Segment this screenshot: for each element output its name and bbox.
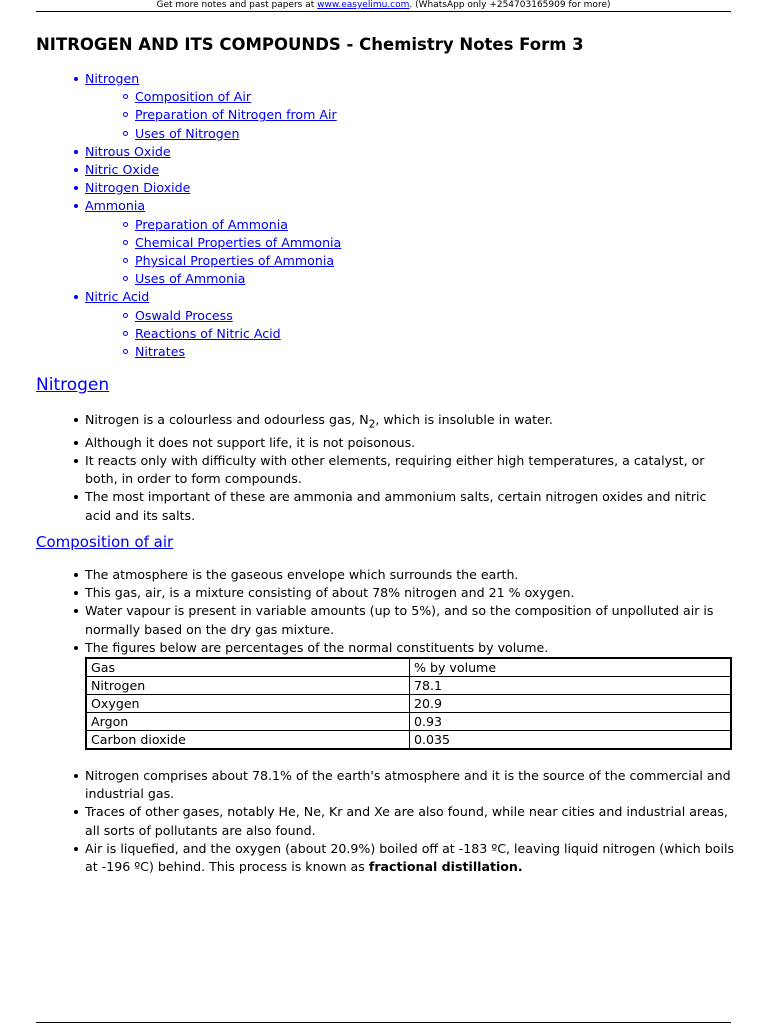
toc-link-preparation-of-nitrogen[interactable]: Preparation of Nitrogen from Air xyxy=(135,107,337,123)
toc-link-composition-of-air[interactable]: Composition of Air xyxy=(135,89,252,105)
toc-item xyxy=(135,216,341,234)
toc-link-nitrous-oxide[interactable]: Nitrous Oxide xyxy=(85,143,171,159)
list-item: The atmosphere is the gaseous envelope which surrounds the earth. xyxy=(85,566,735,584)
toc-link-physical-properties-of-ammonia[interactable]: Physical Properties of Ammonia xyxy=(135,253,335,269)
toc-link-nitrogen[interactable]: Nitrogen xyxy=(85,71,140,86)
toc-link-reactions-of-nitric-acid[interactable]: Reactions of Nitric Acid xyxy=(135,325,281,341)
post-table-bullet-list xyxy=(85,767,735,876)
toc-sublist xyxy=(85,216,341,289)
toc-link-ammonia[interactable]: Ammonia xyxy=(85,198,146,214)
nitrogen-heading-link[interactable]: Nitrogen xyxy=(36,375,110,395)
table-cell: Gas xyxy=(86,658,410,677)
gas-composition-table xyxy=(85,657,732,750)
table-cell: 0.035 xyxy=(410,731,732,750)
toc-link-uses-of-nitrogen[interactable]: Uses of Nitrogen xyxy=(135,125,240,141)
toc-item xyxy=(135,343,341,361)
website-link[interactable]: www.easyelimu.com xyxy=(317,0,410,10)
composition-bullet-list xyxy=(85,566,735,657)
footer-divider xyxy=(36,1022,731,1023)
bullet-text: Nitrogen is a colourless and odourless gas, N xyxy=(85,412,369,427)
header-banner xyxy=(36,0,731,12)
table-row xyxy=(86,677,731,695)
toc-link-uses-of-ammonia[interactable]: Uses of Ammonia xyxy=(135,271,246,287)
list-item: Traces of other gases, notably He, Ne, Kr and Xe are also found, while near cities and industrial areas, all sorts of pollutants are also found. xyxy=(85,803,735,839)
bullet-text: Air is liquefied, and the oxygen (about 20.9%) boiled off at -183 ºC, leaving liquid nitrogen (which boils at -196 ºC) behind. This process is known as xyxy=(85,840,735,875)
toc-item xyxy=(85,179,341,197)
table-cell: Oxygen xyxy=(86,695,410,713)
bold-term: fractional distillation. xyxy=(368,859,523,875)
table-cell: Carbon dioxide xyxy=(86,731,410,750)
toc-item xyxy=(85,161,341,179)
toc-link-nitric-oxide[interactable]: Nitric Oxide xyxy=(85,162,160,178)
bullet-text: , which is insoluble in water. xyxy=(375,412,553,427)
toc-item xyxy=(135,325,341,343)
toc-sublist xyxy=(85,307,341,362)
toc-link-nitric-acid[interactable]: Nitric Acid xyxy=(85,289,150,305)
toc-item xyxy=(135,307,341,325)
toc-item xyxy=(85,70,341,143)
table-cell: 78.1 xyxy=(410,677,732,695)
toc-item xyxy=(135,125,341,143)
nitrogen-heading xyxy=(36,374,109,396)
composition-heading xyxy=(36,532,173,552)
list-item: This gas, air, is a mixture consisting of about 78% nitrogen and 21 % oxygen. xyxy=(85,584,735,602)
list-item: The most important of these are ammonia and ammonium salts, certain nitrogen oxides and nitric acid and its salts. xyxy=(85,488,735,524)
table-of-contents xyxy=(85,70,341,361)
toc-link-nitrates[interactable]: Nitrates xyxy=(135,344,185,360)
table-cell: % by volume xyxy=(410,658,732,677)
table-header-row xyxy=(86,658,731,677)
subscript-text: 2 xyxy=(368,418,376,431)
header-prefix: Get more notes and past papers at xyxy=(156,0,318,10)
toc-item xyxy=(135,270,341,288)
toc-link-chemical-properties-of-ammonia[interactable]: Chemical Properties of Ammonia xyxy=(135,234,342,250)
toc-sublist xyxy=(85,88,341,143)
table-cell: Nitrogen xyxy=(86,677,410,695)
list-item: Although it does not support life, it is not poisonous. xyxy=(85,434,735,452)
toc-item xyxy=(135,234,341,252)
table-row xyxy=(86,713,731,731)
list-item: The figures below are percentages of the normal constituents by volume. xyxy=(85,639,735,657)
header-suffix: . (WhatsApp only +254703165909 for more) xyxy=(409,0,611,10)
table-cell: 0.93 xyxy=(410,713,732,731)
list-item: Nitrogen comprises about 78.1% of the earth's atmosphere and it is the source of the commercial and industrial gas. xyxy=(85,767,735,803)
toc-item xyxy=(85,143,341,161)
table-row xyxy=(86,731,731,750)
table-row xyxy=(86,695,731,713)
toc-link-nitrogen-dioxide[interactable]: Nitrogen Dioxide xyxy=(85,180,191,196)
list-item: It reacts only with difficulty with other elements, requiring either high temperatures, a catalyst, or both, in order to form compounds. xyxy=(85,452,735,488)
table-cell: 20.9 xyxy=(410,695,732,713)
list-item: Water vapour is present in variable amounts (up to 5%), and so the composition of unpolluted air is normally based on the dry gas mixture. xyxy=(85,602,735,638)
toc-link-oswald-process[interactable]: Oswald Process xyxy=(135,307,233,323)
composition-heading-link[interactable]: Composition of air xyxy=(36,533,174,551)
nitrogen-bullet-list xyxy=(85,411,735,525)
toc-item xyxy=(135,252,341,270)
toc-item xyxy=(135,106,341,124)
page-title: NITROGEN AND ITS COMPOUNDS - Chemistry Notes Form 3 xyxy=(36,35,584,54)
toc-link-preparation-of-ammonia[interactable]: Preparation of Ammonia xyxy=(135,216,288,232)
toc-item xyxy=(85,288,341,361)
list-item xyxy=(85,411,735,434)
toc-item xyxy=(135,88,341,106)
table-cell: Argon xyxy=(86,713,410,731)
toc-item xyxy=(85,197,341,288)
list-item xyxy=(85,840,735,876)
